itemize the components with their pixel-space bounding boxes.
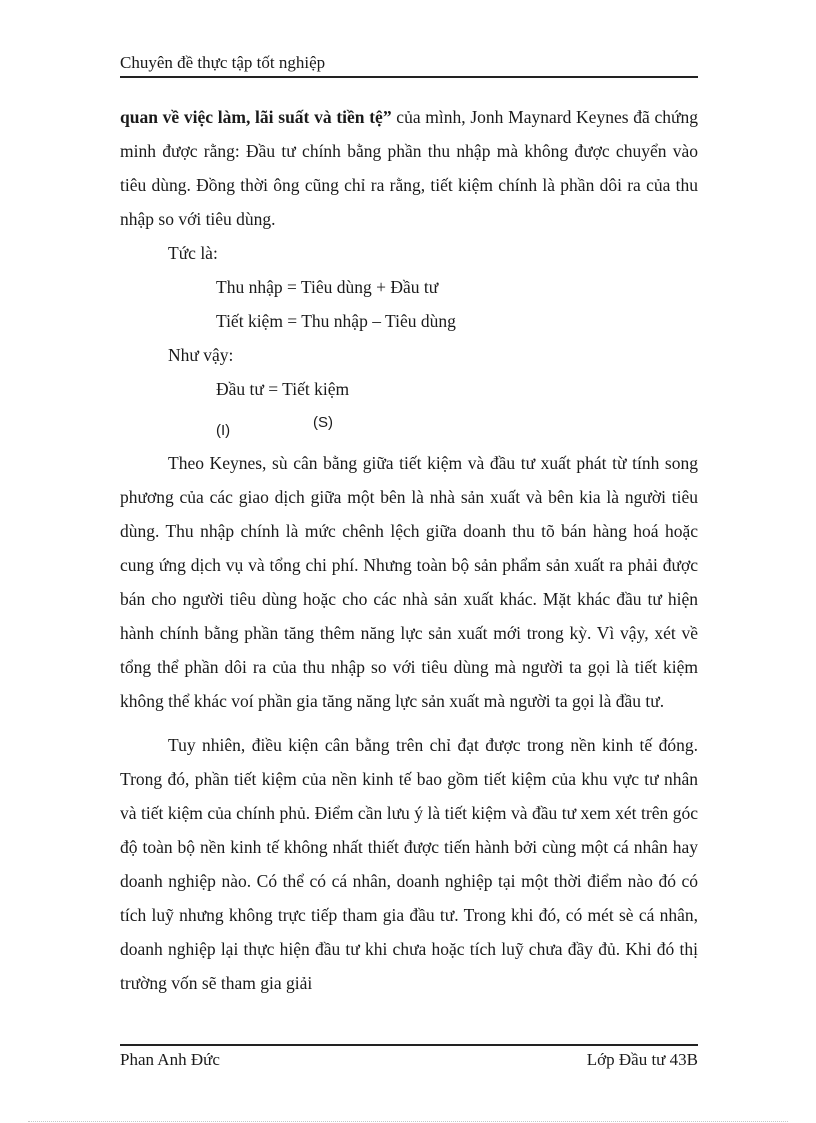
symbol-investment: (I) (216, 422, 231, 439)
footer-author: Phan Anh Đức (120, 1050, 220, 1069)
paragraph-closed-economy: Tuy nhiên, điều kiện cân bằng trên chỉ đạt được trong nền kinh tế đóng. Trong đó, phần tiết kiệm của nền kinh tế bao gồm tiết kiệm của khu vực tư nhân và tiết kiệm của chính phủ. Điểm cần lưu ý là tiết kiệm và đầu tư xem xét trên góc độ toàn bộ nền kinh tế không nhất thiết được tiến hành bởi cùng một cá nhân hay doanh nghiệp nào. Có thể có cá nhân, doanh nghiệp tại một thời điểm nào đó có tích luỹ nhưng không trực tiếp tham gia đầu tư. Trong khi đó, có mét sè cá nhân, doanh nghiệp lại thực hiện đầu tư khi chưa hoặc tích luỹ chưa đầy đủ. Khi đó thị trường vốn sẽ tham gia giải (120, 735, 698, 993)
header-divider (120, 76, 698, 78)
label-nhu-vay: Như vậy: (168, 345, 234, 365)
footer-divider (120, 1044, 698, 1046)
paragraph-intro (120, 100, 698, 236)
document-body (120, 100, 698, 1000)
paragraph-keynes: Theo Keynes, sù cân bằng giữa tiết kiệm và đầu tư xuất phát từ tính song phương của các giao dịch giữa một bên là nhà sản xuất và bên kia là người tiêu dùng. Thu nhập chính là mức chênh lệch giữa doanh thu tõ bán hàng hoá hoặc cung ứng dịch vụ và tổng chi phí. Nhưng toàn bộ sản phẩm sản xuất ra phải được bán cho người tiêu dùng hoặc cho các nhà sản xuất khác. Mặt khác đầu tư hiện hành chính bằng phần tăng thêm năng lực sản xuất mới trong kỳ. Vì vậy, xét về tổng thể phần dôi ra của thu nhập so với tiêu dùng mà người ta gọi là tiết kiệm không thể khác voí phần gia tăng năng lực sản xuất mà người ta gọi là đầu tư. (120, 453, 698, 711)
formula-symbols (120, 406, 698, 446)
formula-savings: Tiết kiệm = Thu nhập – Tiêu dùng (216, 311, 456, 331)
label-tuc-la: Tức là: (168, 243, 218, 263)
symbol-savings: (S) (313, 414, 333, 431)
book-title-fragment: quan về việc làm, lãi suất và tiền tệ” (120, 107, 392, 127)
formula-equilibrium: Đầu tư = Tiết kiệm (216, 379, 350, 399)
page-bottom-edge (28, 1121, 788, 1122)
footer-class: Lớp Đầu tư 43B (586, 1050, 698, 1069)
paragraph-intro-text: của mình, Jonh Maynard Keynes đã chứng minh được rằng: Đầu tư chính bằng phần thu nhập mà không được chuyển vào tiêu dùng. Đồng thời ông cũng chỉ ra rằng, tiết kiệm chính là phần dôi ra của thu nhập so với tiêu dùng. (120, 107, 698, 229)
formula-income: Thu nhập = Tiêu dùng + Đầu tư (216, 277, 439, 297)
page-header-title: Chuyên đề thực tập tốt nghiệp (120, 53, 326, 72)
